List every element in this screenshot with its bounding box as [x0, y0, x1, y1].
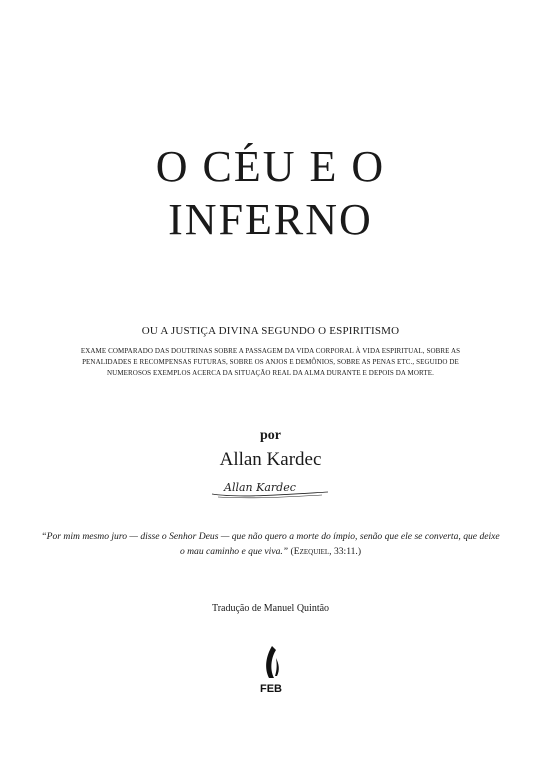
book-title-line-2: INFERNO — [168, 195, 373, 244]
book-description: EXAME COMPARADO DAS DOUTRINAS SOBRE A PASSAGEM DA VIDA CORPORAL À VIDA ESPIRITUAL, SOBRE AS PENALIDADES E RECOMPENSAS FUTURAS, SOBRE OS ANJOS E DEMÔNIOS, SOBRE AS PENAS ETC., SEGUIDO DE NUMEROSOS EXEMPLOS ACERCA DA SITUAÇÃO REAL DA ALMA DURANTE E DEPOIS DA MORTE. — [80, 347, 461, 377]
epigraph-ref-book: Ezequiel — [293, 546, 330, 557]
epigraph-ref-verse: , 33:11. — [329, 546, 358, 557]
byline-por: por — [260, 428, 281, 443]
signature-text: Allan Kardec — [224, 481, 296, 494]
translation-credit: Tradução de Manuel Quintão — [211, 603, 330, 614]
epigraph-quote: “Por mim mesmo juro — disse o Senhor Deus — que não quero a morte do ímpio, senão que ele se converta, que deixe o mau caminho e que viva.” — [41, 531, 500, 557]
epigraph-ref-close: ) — [357, 546, 362, 557]
book-title-line-1: O CÉU E O — [155, 142, 386, 191]
book-subtitle: OU A JUSTIÇA DIVINA SEGUNDO O ESPIRITISMO — [141, 325, 400, 337]
epigraph-ref-open: ( — [290, 546, 294, 557]
epigraph — [40, 529, 501, 559]
feb-logo — [252, 644, 290, 704]
feb-logo-text: FEB — [260, 683, 282, 695]
author-signature — [208, 474, 334, 500]
author-name: Allan Kardec — [219, 449, 322, 470]
